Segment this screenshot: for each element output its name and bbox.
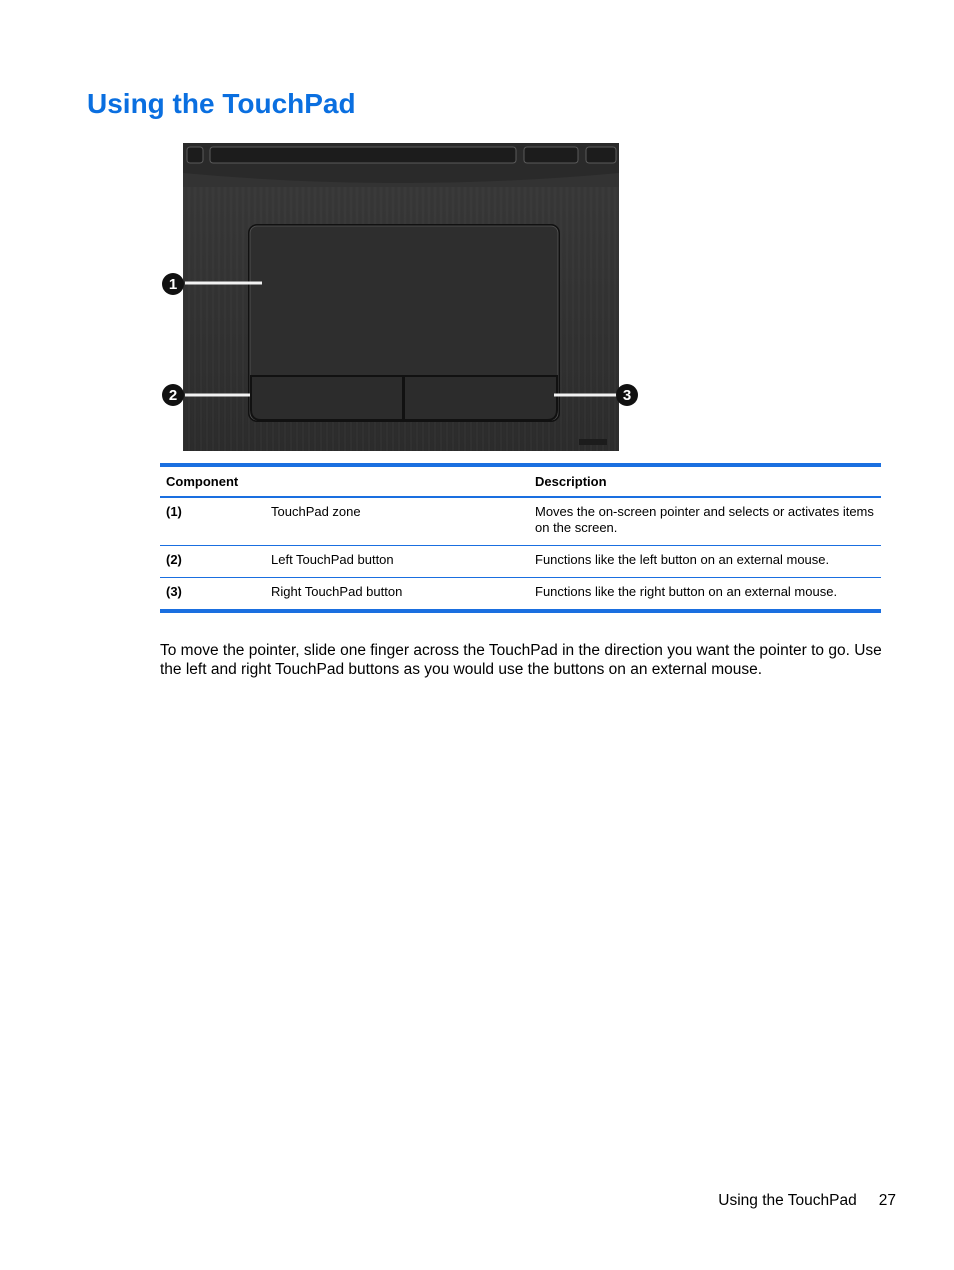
- page-footer: [718, 1192, 896, 1210]
- header-description: Description: [529, 465, 881, 497]
- component-number: (1): [160, 497, 265, 546]
- table-row: [160, 497, 881, 546]
- table-row: [160, 578, 881, 612]
- component-description: Moves the on-screen pointer and selects or activates items on the screen.: [529, 497, 881, 546]
- body-paragraph: To move the pointer, slide one finger across the TouchPad in the direction you want the pointer to go. Use the left and right TouchPad buttons as you would use the buttons on an external mouse.: [160, 642, 882, 678]
- left-touchpad-button: [251, 376, 403, 420]
- component-name: TouchPad zone: [265, 497, 529, 546]
- header-component: Component: [160, 465, 529, 497]
- callout-3: [616, 384, 638, 406]
- component-description: Functions like the right button on an external mouse.: [535, 584, 838, 599]
- callout-2: [162, 384, 184, 406]
- footer-section-title: Using the TouchPad: [718, 1192, 857, 1209]
- component-name: Right TouchPad button: [271, 584, 403, 599]
- component-number: (3): [166, 584, 182, 599]
- component-name: Left TouchPad button: [265, 546, 529, 578]
- callout-3-label: 3: [622, 387, 632, 404]
- table-row: [160, 546, 881, 578]
- touchpad-figure: [157, 143, 647, 455]
- component-description: Functions like the left button on an external mouse.: [529, 546, 881, 578]
- component-table: [160, 463, 881, 613]
- component-number: (2): [160, 546, 265, 578]
- callout-2-label: 2: [168, 387, 178, 404]
- page-title: Using the TouchPad: [87, 88, 356, 119]
- table-header-row: [160, 465, 881, 497]
- callout-1-label: 1: [168, 276, 178, 293]
- touchpad-illustration: [157, 143, 647, 455]
- right-touchpad-button: [404, 376, 557, 420]
- callout-1: [162, 273, 184, 295]
- page-number: 27: [878, 1192, 896, 1209]
